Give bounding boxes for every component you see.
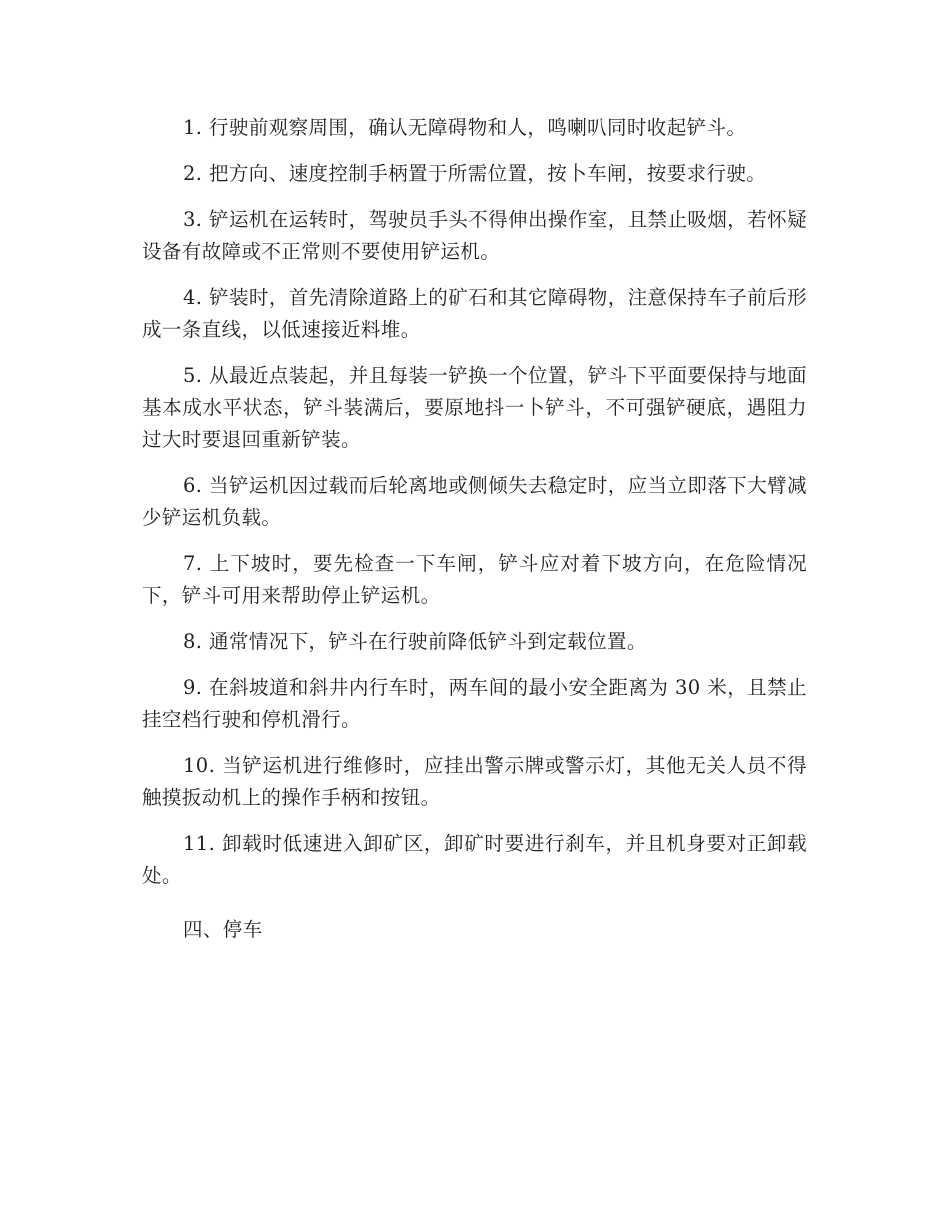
paragraph-4: 4. 铲装时，首先清除道路上的矿石和其它障碍物，注意保持车子前后形成一条直线，以低速接近料堆。 — [142, 286, 807, 341]
paragraph-7: 7. 上下坡时，要先检查一下车闸，铲斗应对着下坡方向，在危险情况下，铲斗可用来帮助停止铲运机。 — [142, 552, 807, 607]
paragraph-10: 10. 当铲运机进行维修时，应挂出警示牌或警示灯，其他无关人员不得触摸扳动机上的操作手柄和按钮。 — [142, 754, 807, 809]
paragraph-11: 11. 卸载时低速进入卸矿区，卸矿时要进行刹车，并且机身要对正卸载处。 — [142, 832, 807, 887]
paragraph-1: 1. 行驶前观察周围，确认无障碍物和人，鸣喇叭同时收起铲斗。 — [183, 116, 747, 139]
document-body — [142, 112, 807, 960]
paragraph-8: 8. 通常情况下，铲斗在行驶前降低铲斗到定载位置。 — [183, 630, 647, 653]
paragraph-3: 3. 铲运机在运转时，驾驶员手头不得伸出操作室，且禁止吸烟，若怀疑设备有故障或不正常则不要使用铲运机。 — [142, 208, 807, 263]
section-heading: 四、停车 — [183, 918, 263, 941]
paragraph-5: 5. 从最近点装起，并且每装一铲换一个位置，铲斗下平面要保持与地面基本成水平状态，铲斗装满后，要原地抖一卜铲斗，不可强铲硬底，遇阻力过大时要退回重新铲装。 — [142, 364, 807, 451]
paragraph-2: 2. 把方向、速度控制手柄置于所需位置，按卜车闸，按要求行驶。 — [183, 162, 767, 185]
paragraph-9: 9. 在斜坡道和斜井内行车时，两车间的最小安全距离为 30 米，且禁止挂空档行驶和停机滑行。 — [142, 676, 807, 731]
paragraph-6: 6. 当铲运机因过载而后轮离地或侧倾失去稳定时，应当立即落下大臂减少铲运机负载。 — [142, 474, 807, 529]
